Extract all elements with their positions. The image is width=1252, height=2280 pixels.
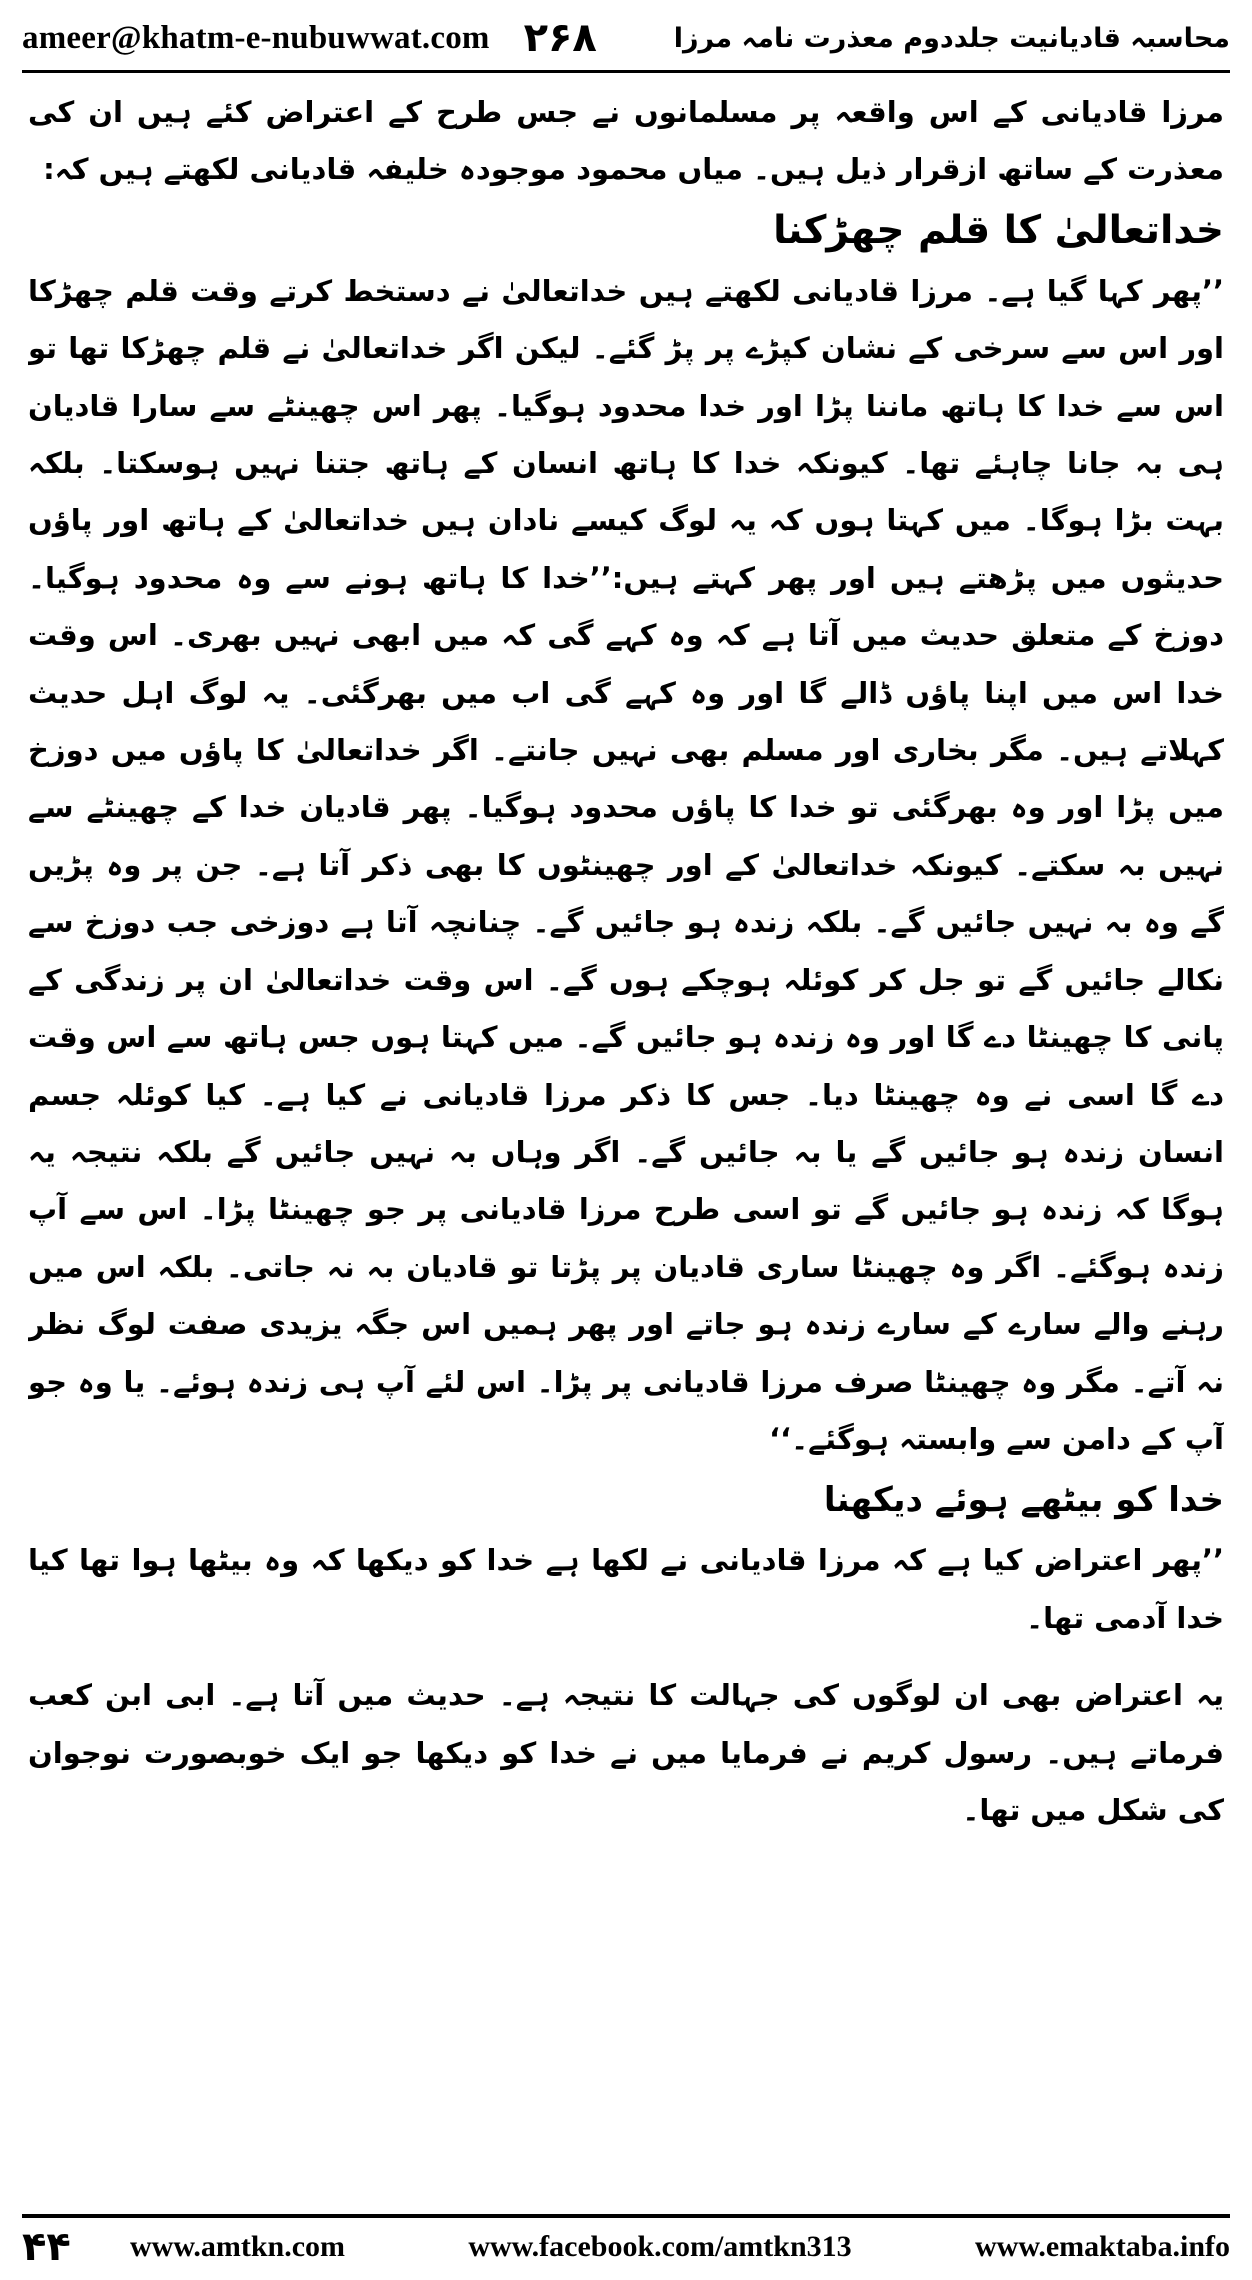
footer-links [118,2230,1230,2264]
page-footer [22,2220,1230,2274]
header-email: ameer@khatm-e-nubuwwat.com [22,19,490,56]
footer-link-facebook[interactable]: www.facebook.com/amtkn313 [468,2230,852,2263]
section-heading-seeing-god-seated: خدا کو بیٹھے ہوئے دیکھنا [823,1480,1224,1521]
footer-link-emaktaba[interactable]: www.emaktaba.info [974,2230,1230,2263]
reply-paragraph: یہ اعتراض بھی ان لوگوں کی جہالت کا نتیجہ ہے۔ حدیث میں آتا ہے۔ ابی ابن کعب فرماتے ہیں۔ رسول کریم نے فرمایا میں نے خدا کو دیکھا جو ایک خوبصورت نوجوان کی شکل میں تھا۔ [28,1678,1224,1827]
footer-divider [22,2214,1230,2218]
header-left-group [22,15,597,61]
header-divider [22,70,1230,73]
section-heading-pen-sprinkle: خداتعالیٰ کا قلم چھڑکنا [773,207,1224,253]
page-header [22,8,1230,68]
footer-link-amtkn[interactable]: www.amtkn.com [130,2230,345,2263]
header-book-title: محاسبہ قادیانیت جلددوم معذرت نامہ مرزا [673,22,1230,54]
header-page-number: ۲۶۸ [523,15,597,61]
intro-paragraph: مرزا قادیانی کے اس واقعہ پر مسلمانوں نے جس طرح کے اعتراض کئے ہیں ان کی معذرت کے ساتھ ازقرار ذیل ہیں۔ میاں محمود موجودہ خلیفہ قادیانی لکھتے ہیں کہ: [28,95,1224,187]
objection-paragraph: ’’پھر اعتراض کیا ہے کہ مرزا قادیانی نے لکھا ہے خدا کو دیکھا کہ وہ بیٹھا ہوا تھا کیا خدا آدمی تھا۔ [28,1543,1224,1635]
page-content [28,84,1224,2204]
footer-page-number: ۴۴ [22,2224,71,2270]
quote-paragraph: ’’پھر کہا گیا ہے۔ مرزا قادیانی لکھتے ہیں خداتعالیٰ نے دستخط کرتے وقت قلم چھڑکا اور اس سے سرخی کے نشان کپڑے پر پڑ گئے۔ لیکن اگر خداتعالیٰ نے قلم چھڑکا تھا تو اس سے خدا کا ہاتھ ماننا پڑا اور خدا محدود ہوگیا۔ پھر اس چھینٹے سے سارا قادیان ہی بہ جانا چاہئے تھا۔ کیونکہ خدا کا ہاتھ انسان کے ہاتھ جتنا نہیں ہوسکتا۔ بلکہ بہت بڑا ہوگا۔ میں کہتا ہوں کہ یہ لوگ کیسے نادان ہیں خداتعالیٰ کے ہاتھ اور پاؤں حدیثوں میں پڑھتے ہیں اور پھر کہتے ہیں:’’خدا کا ہاتھ ہونے سے وہ محدود ہوگیا۔ دوزخ کے متعلق حدیث میں آتا ہے کہ وہ کہے گی کہ میں ابھی نہیں بھری۔ اس وقت خدا اس میں اپنا پاؤں ڈالے گا اور وہ کہے گی اب میں بھرگئی۔ یہ لوگ اہل حدیث کہلاتے ہیں۔ مگر بخاری اور مسلم بھی نہیں جانتے۔ اگر خداتعالیٰ کا پاؤں میں دوزخ میں پڑا اور وہ بھرگئی تو خدا کا پاؤں محدود ہوگیا۔ پھر قادیان خدا کے چھینٹے سے نہیں بہ سکتے۔ کیونکہ خداتعالیٰ کے اور چھینٹوں کا بھی ذکر آتا ہے۔ جن پر وہ پڑیں گے وہ بہ نہیں جائیں گے۔ بلکہ زندہ ہو جائیں گے۔ چنانچہ آتا ہے دوزخی جب دوزخ سے نکالے جائیں گے تو جل کر کوئلہ ہوچکے ہوں گے۔ اس وقت خداتعالیٰ ان پر زندگی کے پانی کا چھینٹا دے گا اور وہ زندہ ہو جائیں گے۔ میں کہتا ہوں جس ہاتھ سے اس وقت دے گا اسی نے وہ چھینٹا دیا۔ جس کا ذکر مرزا قادیانی نے کیا ہے۔ کیا کوئلہ جسم انسان زندہ ہو جائیں گے یا بہ جائیں گے۔ اگر وہاں بہ نہیں جائیں گے بلکہ نتیجہ یہ ہوگا کہ زندہ ہو جائیں گے تو اسی طرح مرزا قادیانی پر جو چھینٹا پڑا۔ اس سے آپ زندہ ہوگئے۔ اگر وہ چھینٹا ساری قادیان پر پڑتا تو قادیان بہ نہ جاتی۔ بلکہ اس میں رہنے والے سارے کے سارے زندہ ہو جاتے اور پھر ہمیں اس جگہ یزیدی صفت لوگ نظر نہ آتے۔ مگر وہ چھینٹا صرف مرزا قادیانی پر پڑا۔ اس لئے آپ ہی زندہ ہوئے۔ یا وہ جو آپ کے دامن سے وابستہ ہوگئے۔‘‘ [28,273,1224,1456]
